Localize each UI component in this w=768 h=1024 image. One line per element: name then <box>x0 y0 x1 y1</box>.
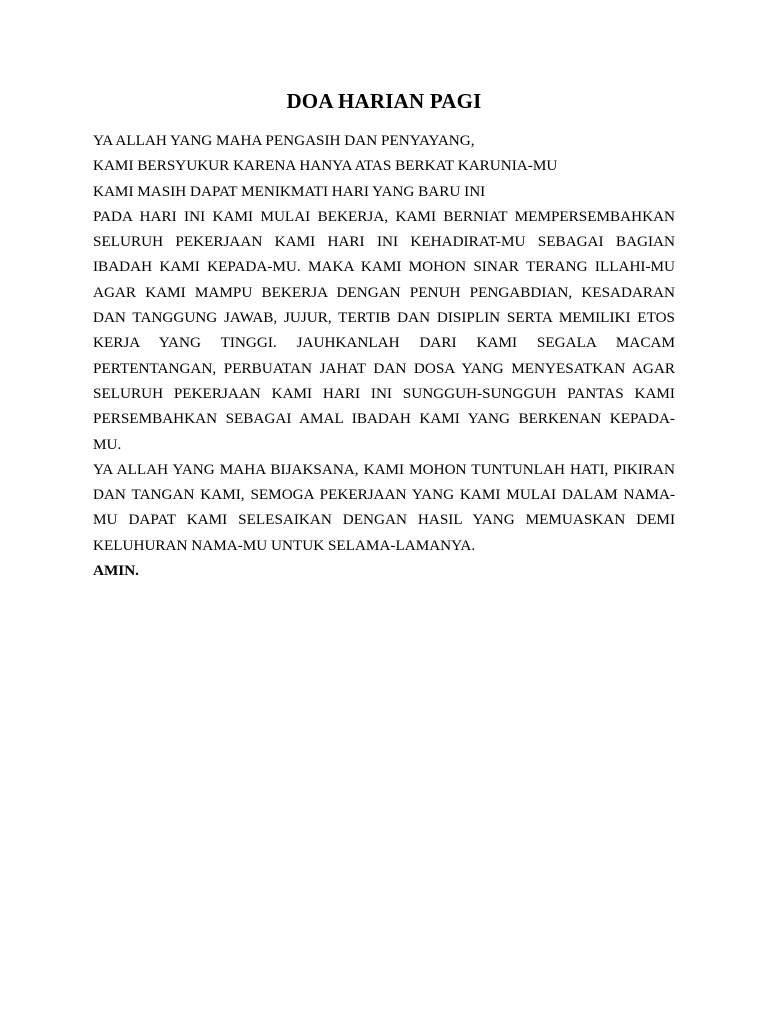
closing-amen: AMIN. <box>93 562 139 580</box>
paragraph-line: SELURUH PEKERJAAN KAMI HARI INI KEHADIRAT-MU SEBAGAI BAGIAN <box>93 233 675 251</box>
paragraph-line: KERJA YANG TINGGI. JAUHKANLAH DARI KAMI SEGALA MACAM <box>93 334 675 352</box>
paragraph-line: DAN TANGGUNG JAWAB, JUJUR, TERTIB DAN DISIPLIN SERTA MEMILIKI ETOS <box>93 309 675 327</box>
document-body <box>93 128 675 583</box>
intro-line: KAMI MASIH DAPAT MENIKMATI HARI YANG BARU INI <box>93 182 486 200</box>
paragraph-line: DAN TANGAN KAMI, SEMOGA PEKERJAAN YANG KAMI MULAI DALAM NAMA- <box>93 486 675 504</box>
paragraph-2 <box>93 457 675 558</box>
paragraph-line: MU DAPAT KAMI SELESAIKAN DENGAN HASIL YANG MEMUASKAN DEMI <box>93 511 675 529</box>
paragraph-last-line: MU. <box>93 435 122 453</box>
intro-line: YA ALLAH YANG MAHA PENGASIH DAN PENYAYANG, <box>93 132 475 149</box>
paragraph-line: YA ALLAH YANG MAHA BIJAKSANA, KAMI MOHON TUNTUNLAH HATI, PIKIRAN <box>93 460 675 478</box>
paragraph-line: PADA HARI INI KAMI MULAI BEKERJA, KAMI BERNIAT MEMPERSEMBAHKAN <box>93 207 675 225</box>
paragraph-1 <box>93 204 675 457</box>
paragraph-line: PERTENTANGAN, PERBUATAN JAHAT DAN DOSA YANG MENYESATKAN AGAR <box>93 359 675 377</box>
paragraph-line: PERSEMBAHKAN SEBAGAI AMAL IBADAH KAMI YANG BERKENAN KEPADA- <box>93 410 675 428</box>
intro-line: KAMI BERSYUKUR KARENA HANYA ATAS BERKAT KARUNIA-MU <box>93 157 558 175</box>
paragraph-line: IBADAH KAMI KEPADA-MU. MAKA KAMI MOHON SINAR TERANG ILLAHI-MU <box>93 258 675 276</box>
document-title: DOA HARIAN PAGI <box>286 89 482 113</box>
paragraph-line: AGAR KAMI MAMPU BEKERJA DENGAN PENUH PENGABDIAN, KESADARAN <box>93 283 675 301</box>
paragraph-line: SELURUH PEKERJAAN KAMI HARI INI SUNGGUH-SUNGGUH PANTAS KAMI <box>93 384 675 402</box>
paragraph-last-line: KELUHURAN NAMA-MU UNTUK SELAMA-LAMANYA. <box>93 536 476 554</box>
